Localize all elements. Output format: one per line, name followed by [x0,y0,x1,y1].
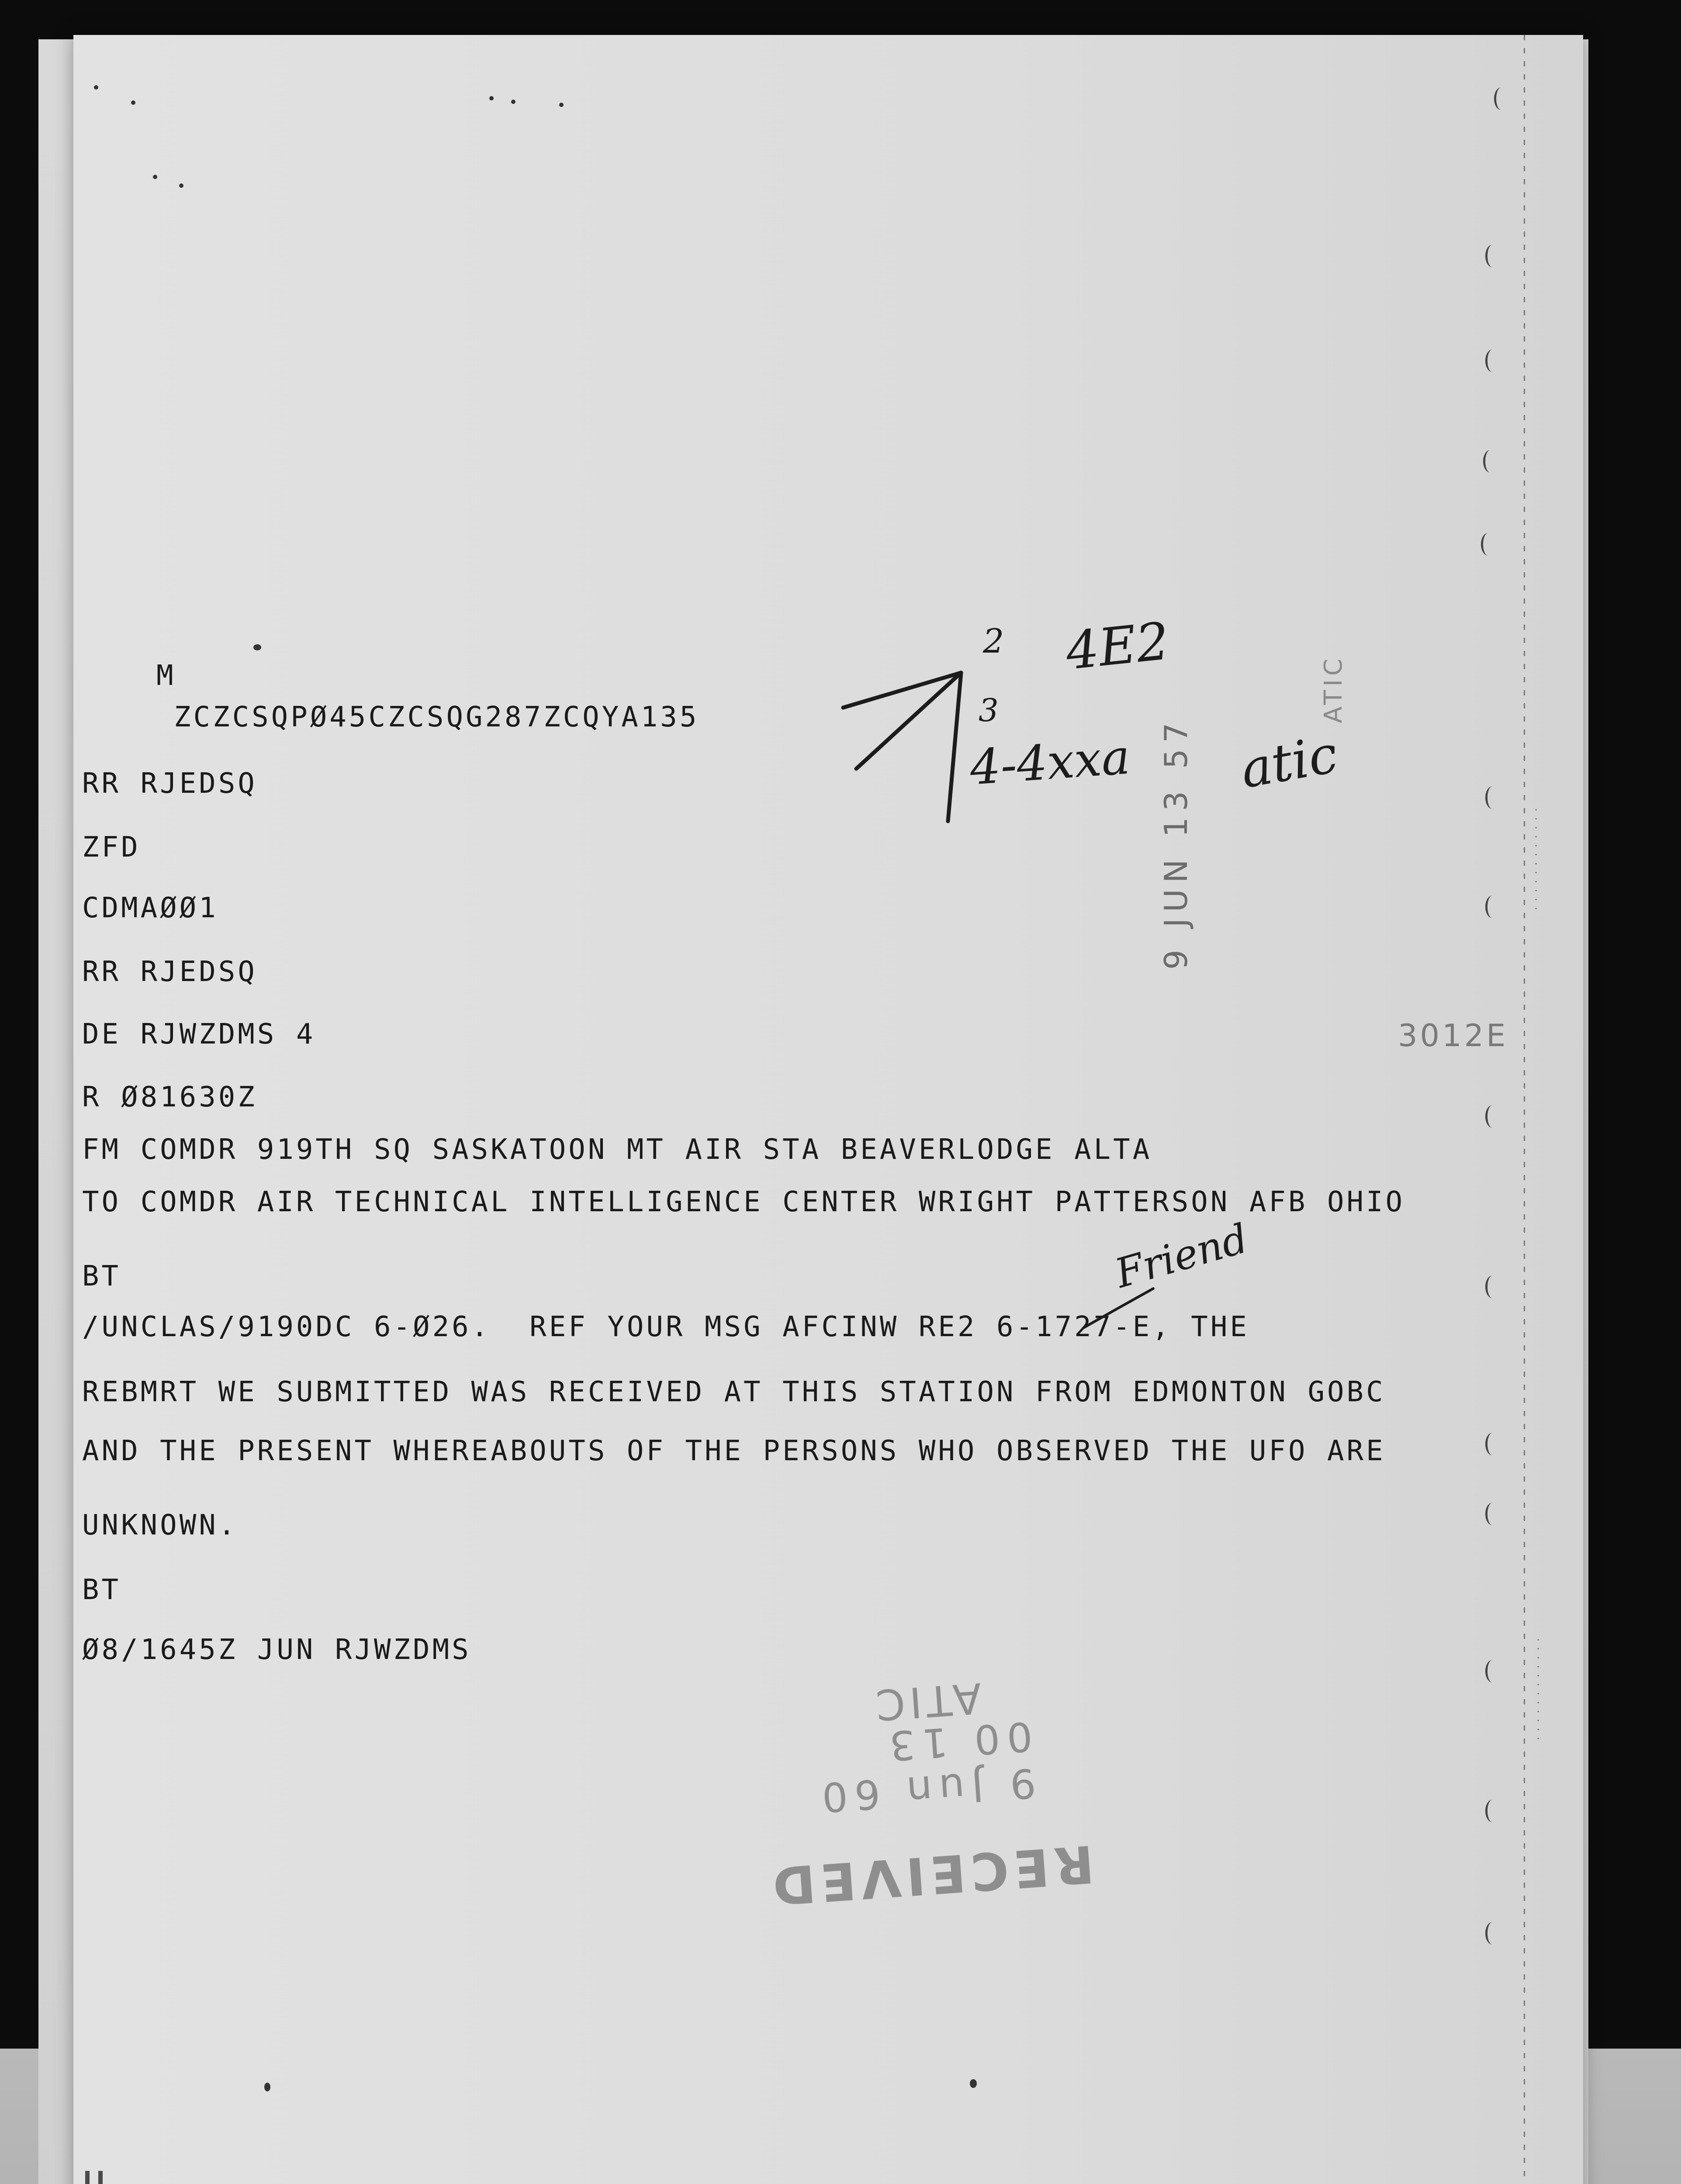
body-line-3: AND THE PRESENT WHEREABOUTS OF THE PERSONS WHO OBSERVED THE UFO ARE [82,1435,1386,1467]
sprocket-hole [1485,786,1500,809]
sprocket-hole [1485,1922,1500,1945]
sprocket-hole [1485,1800,1500,1822]
routing-date-stamp: 9 JUN 13 57 [1158,716,1194,970]
routing-faint-stamp: ATIC [1319,655,1348,723]
handwritten-4-4xxa: 4-4xxa [968,729,1132,796]
body-line-1: /UNCLAS/9190DC 6-Ø26. REF YOUR MSG AFCINW RE2 6-1727-E, THE [82,1311,1249,1343]
margin-printer-imprint-lower: · · · · · · · · · · · · [1531,1638,1544,1742]
handwritten-atic: atic [1236,723,1342,800]
routing-code-stamp: 3012E [1398,1018,1508,1054]
perforation-line [1524,35,1525,2184]
sprocket-hole [1481,533,1495,556]
from-line: FM COMDR 919TH SQ SASKATOON MT AIR STA BEAVERLODGE ALTA [82,1133,1152,1166]
header-m: M [156,660,176,692]
sprocket-hole [1494,87,1508,110]
precedence-line-2: RR RJEDSQ [82,956,257,988]
received-stamp-date: 9 Jun 60 00 13 [813,1712,1038,1821]
dtg-line: R Ø81630Z [82,1081,257,1113]
body-line-2: REBMRT WE SUBMITTED WAS RECEIVED AT THIS STATION FROM EDMONTON GOBC [82,1376,1386,1408]
to-line: TO COMDR AIR TECHNICAL INTELLIGENCE CENTER WRIGHT PATTERSON AFB OHIO [82,1186,1405,1218]
handwritten-friend: Friend [1110,1215,1253,1297]
handwritten-insertion-caret [1079,1284,1158,1337]
body-line-4: UNKNOWN. [82,1509,238,1541]
cdma-line: CDMAØØ1 [82,892,218,924]
received-stamp [764,1640,1110,1925]
handwritten-fraction-bottom: 3 [979,692,999,729]
received-stamp-org: ATIC [870,1673,983,1730]
bt-line-2: BT [82,1574,121,1606]
header-routing-code: ZCZCSQPØ45CZCSQG287ZCQYA135 [174,701,699,733]
precedence-line-1: RR RJEDSQ [82,767,257,800]
sprocket-hole [1485,1275,1500,1298]
sprocket-hole [1485,895,1500,918]
sprocket-hole [1485,1503,1500,1525]
sprocket-hole [1485,245,1500,267]
margin-printer-imprint: · · · · · · · · · · · · [1529,808,1542,912]
sprocket-hole [1485,1105,1500,1128]
sprocket-hole [1485,1660,1500,1683]
zfd-line: ZFD [82,831,141,864]
sprocket-hole [1485,349,1500,372]
bt-line-1: BT [82,1260,121,1292]
received-stamp-word: RECEIVED [765,1833,1096,1917]
handwritten-4e2: 4E2 [1063,611,1172,681]
sprocket-hole [1483,450,1498,473]
sprocket-hole [1485,1433,1500,1455]
handwritten-fraction-top: 2 [983,622,1004,660]
de-line: DE RJWZDMS 4 [82,1018,316,1051]
signoff-line: Ø8/1645Z JUN RJWZDMS [82,1634,471,1666]
